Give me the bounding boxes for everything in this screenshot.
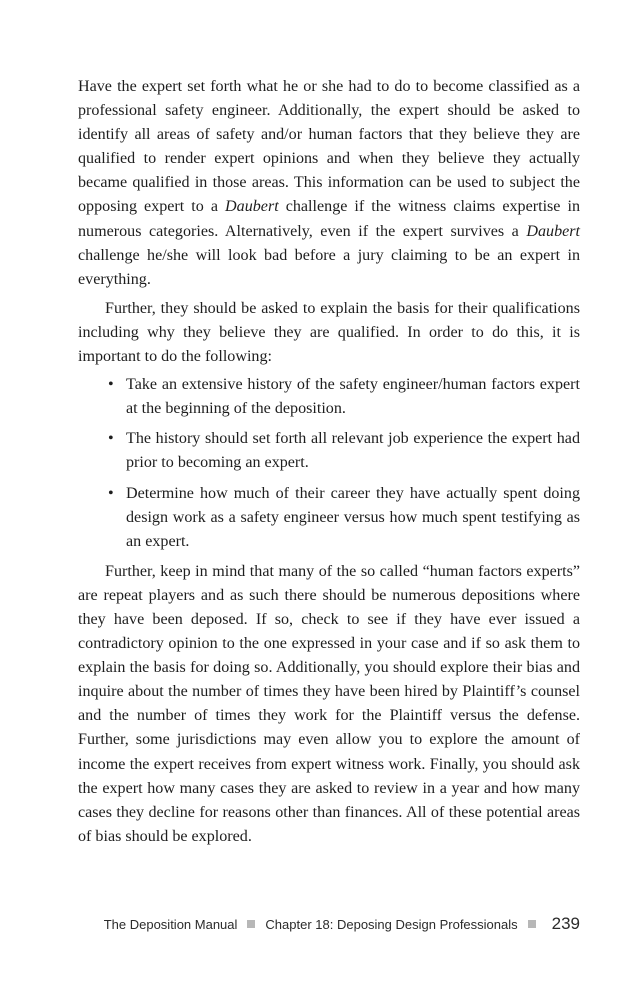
separator-square-icon <box>528 920 536 928</box>
body-text <box>78 75 580 849</box>
book-title: The Deposition Manual <box>103 916 238 932</box>
chapter-title: Chapter 18: Deposing Design Professionals <box>265 916 518 932</box>
paragraph-2: Further, they should be asked to explain the basis for their qualifications including why they believe they are qualified. In order to do this, it is important to do the following: <box>78 299 580 366</box>
bullet-marker: • <box>108 376 114 394</box>
list-item: • Determine how much of their career they have actually spent doing design work as a safety engineer versus how much spent testifying as an expert. <box>126 482 580 554</box>
case-name: Daubert <box>526 222 580 240</box>
separator-square-icon <box>247 920 255 928</box>
bullet-marker: • <box>108 484 114 502</box>
paragraph-3: Further, keep in mind that many of the so called “human factors experts” are repeat players and as such there should be numerous depositions where they have been deposed. If so, check to see if they have ever issued a contradictory opinion to the one expressed in your case and if so ask them to explain the basis for doing so. Additionally, you should explore their bias and inquire about the number of times they have been hired by Plaintiff’s counsel and the number of times they work for the Plaintiff versus the defense. Further, some jurisdictions may even allow you to explore the amount of income the expert receives from expert witness work. Finally, you should ask the expert how many cases they are asked to review in a year and how many cases they decline for reasons other than finances. All of these potential areas of bias should be explored. <box>78 562 580 845</box>
paragraph-1: Have the expert set forth what he or she had to do to become classified as a professional safety engineer. Additionally, the expert should be asked to identify all areas of safety and/or human factors that they believe they are qualified to render expert opinions and when they believe they actually became qualified in those areas. This information can be used to subject the opposing expert to a Daubert challenge if the witness claims expertise in numerous categories. Alternatively, even if the expert survives a Daubert challenge he/she will look bad before a jury claiming to be an expert in everything. <box>78 78 580 288</box>
list-item: • The history should set forth all relevant job experience the expert had prior to becoming an expert. <box>126 427 580 475</box>
page-number: 239 <box>551 914 580 933</box>
list-item: • Take an extensive history of the safety engineer/human factors expert at the beginning of the deposition. <box>126 373 580 421</box>
page-footer <box>0 914 580 934</box>
case-name: Daubert <box>225 198 279 216</box>
bullet-marker: • <box>108 430 114 448</box>
bullet-list <box>78 373 580 554</box>
